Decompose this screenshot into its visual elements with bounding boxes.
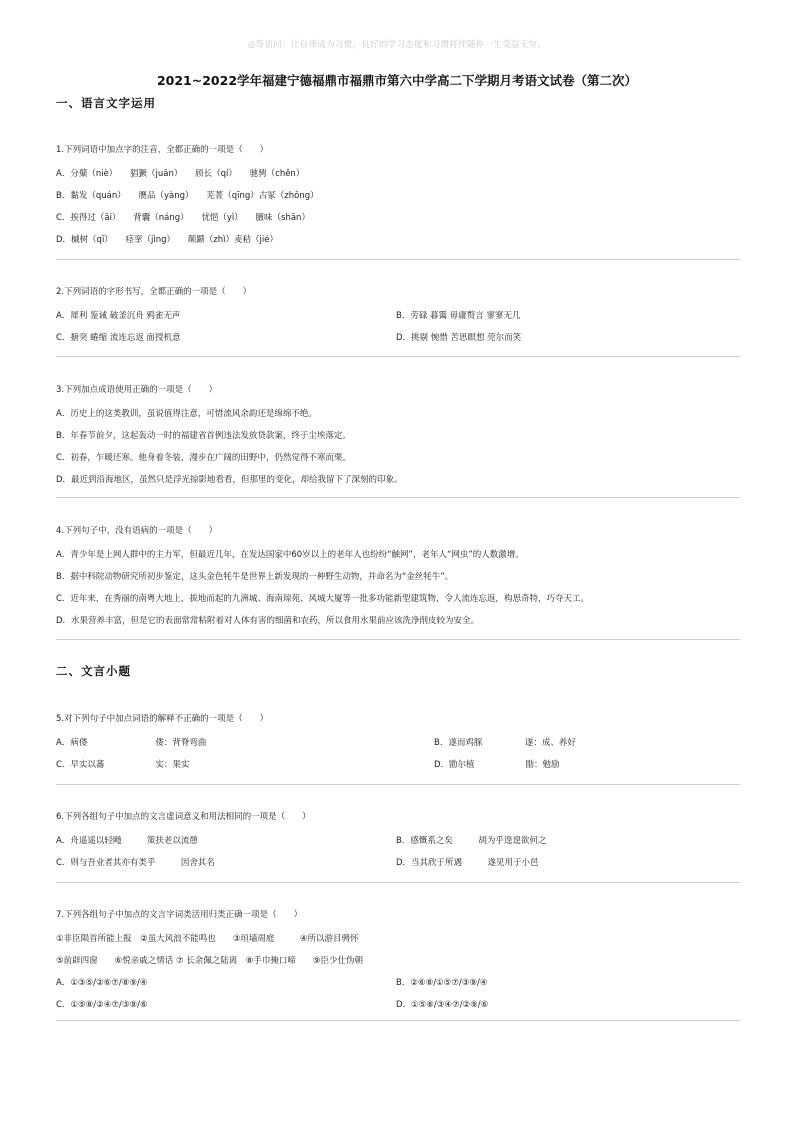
sentence-list-line-1: ①非臣陨首所能上报 ②虽大风浪不能鸣也 ③垣墙周庭 ④所以游目骋怀 xyxy=(56,934,359,944)
question-3 xyxy=(56,383,740,491)
section-heading-2: 二、文言小题 xyxy=(56,664,131,678)
option-b[interactable]: B．②⑥⑧/①⑤⑦/③⑨/④ xyxy=(396,978,488,988)
divider xyxy=(56,356,740,357)
option-b[interactable] xyxy=(56,425,740,447)
question-stem: 5.对下列句子中加点词语的解释不正确的一项是（ ） xyxy=(56,714,269,724)
option-text: A．青少年是上网人群中的主力军，但最近几年，在发达国家中60岁以上的老年人也纷纷“触网”，老年人“网虫”的人数激增。 xyxy=(56,550,524,560)
option-b[interactable] xyxy=(56,566,740,588)
divider xyxy=(56,639,740,640)
page-title: 2021~2022学年福建宁德福鼎市福鼎市第六中学高二下学期月考语文试卷（第二次） xyxy=(156,73,638,88)
option-d[interactable]: D．当其欣于所遇 遂见用于小邑 xyxy=(396,858,539,868)
option-c[interactable]: C．则与吾业者其亦有类乎 因舍其名 xyxy=(56,858,215,868)
option-d[interactable]: D．挑剔 惋惜 苦思瞑想 莞尔而笑 xyxy=(396,333,522,343)
option-text: B．据中科院动物研究所初步鉴定，这头金色牦牛是世界上新发现的一种野生动物，并命名为“金丝牦牛”。 xyxy=(56,572,454,582)
option-b[interactable]: B．感慨系之矣 胡为乎遑遑欲何之 xyxy=(396,836,547,846)
question-2 xyxy=(56,285,740,349)
divider xyxy=(56,882,740,883)
option-a[interactable]: A．病偻 偻：背脊弯曲 xyxy=(56,738,207,748)
option-text: B．黏发（quán） 赝品（yàng） 芜菁（qīng）古冢（zhǒng） xyxy=(56,191,319,201)
section-heading-1: 一、语言文字运用 xyxy=(56,96,156,110)
question-5 xyxy=(56,712,740,776)
option-c[interactable]: C．早实以蕃 实：果实 xyxy=(56,760,190,770)
option-c[interactable]: C．搪突 蜷缩 流连忘返 面授机意 xyxy=(56,333,181,343)
question-stem: 6.下列各组句子中加点的文言虚词意义和用法相同的一项是（ ） xyxy=(56,812,311,822)
option-text: D．槭树（qī） 痉挛（jìng） 颠踬（zhì）麦秸（jié） xyxy=(56,235,278,245)
option-text: A．分蘖（niè） 猖獗（juān） 颀长（qí） 驰骋（chěn） xyxy=(56,169,305,179)
option-b[interactable]: B．劳碌 暮霭 毋庸赘言 寥寥无几 xyxy=(396,311,521,321)
option-d[interactable]: D．勖尔植 勖：勉励 xyxy=(434,760,560,770)
divider xyxy=(56,259,740,260)
divider xyxy=(56,784,740,785)
option-a[interactable] xyxy=(56,163,740,185)
option-a[interactable]: A．犀利 鉴诫 破釜沉舟 鸦雀无声 xyxy=(56,311,181,321)
question-stem: 3.下列加点成语使用正确的一项是（ ） xyxy=(56,385,218,395)
question-stem: 4.下列句子中，没有语病的一项是（ ） xyxy=(56,526,218,536)
divider xyxy=(56,497,740,498)
option-c[interactable] xyxy=(56,588,740,610)
option-a[interactable]: A．①③⑤/②⑥⑦/⑧⑨/④ xyxy=(56,978,148,988)
option-c[interactable] xyxy=(56,207,740,229)
option-d[interactable]: D．①⑤⑧/③④⑦/②⑨/⑥ xyxy=(396,1000,489,1010)
question-4 xyxy=(56,524,740,632)
option-c[interactable] xyxy=(56,447,740,469)
option-text: B．年春节前夕，这起轰动一时的福建省首例违法发放贷款案，终于尘埃落定。 xyxy=(56,431,351,441)
option-d[interactable] xyxy=(56,610,740,632)
option-d[interactable] xyxy=(56,229,740,251)
option-c[interactable]: C．①⑤⑧/②④⑦/③⑨/⑥ xyxy=(56,1000,148,1010)
option-a[interactable]: A．舟遥遥以轻飏 策扶老以流憩 xyxy=(56,836,198,846)
question-7 xyxy=(56,908,740,1016)
option-a[interactable] xyxy=(56,403,740,425)
option-text: A．历史上的这类教训，虽说值得注意，可惜流风余韵还是绵绵不绝。 xyxy=(56,409,317,419)
sentence-list-line-2: ⑤前辟四窗 ⑥悦亲戚之情话 ⑦ 长余佩之陆离 ⑧手巾掩口啼 ⑨臣少仕伪朝 xyxy=(56,956,364,966)
question-6 xyxy=(56,810,740,874)
question-stem: 7.下列各组句子中加点的文言字词类活用归类正确一项是（ ） xyxy=(56,910,303,920)
option-a[interactable] xyxy=(56,544,740,566)
question-stem: 1.下列词语中加点字的注音，全都正确的一项是（ ） xyxy=(56,145,269,155)
option-b[interactable] xyxy=(56,185,740,207)
divider xyxy=(56,1020,740,1021)
option-text: C．近年来，在秀丽的南粤大地上，拔地而起的九洲城、海南琼苑、风城大厦等一批多功能新型建筑物，令人流连忘返，构思奇特，巧夺天工。 xyxy=(56,594,589,604)
question-1 xyxy=(56,143,740,251)
option-text: C．挨得过（āi） 背囊（náng） 忧悒（yì） 膻味（shān） xyxy=(56,213,310,223)
option-text: D．最近到沿海地区，虽然只是浮光掠影地看看，但那里的变化，却给我留下了深刻的印象。 xyxy=(56,475,403,485)
option-text: C．初春，乍暖还寒。他身着冬装，漫步在广阔的田野中，仍然觉得不寒而栗。 xyxy=(56,453,351,463)
option-b[interactable]: B．遂而鸡豚 遂：成、养好 xyxy=(434,738,576,748)
option-d[interactable] xyxy=(56,469,740,491)
option-text: D．水果营养丰富，但是它的表面常常粘附着对人体有害的细菌和农药，所以食用水果前应该洗净削皮较为安全。 xyxy=(56,616,480,626)
header-watermark: ◎等语问：让自律成为习惯，良好的学习态度和习惯将伴随你一生受益无穷。 xyxy=(247,40,547,50)
question-stem: 2.下列词语的字形书写，全都正确的一项是（ ） xyxy=(56,287,252,297)
